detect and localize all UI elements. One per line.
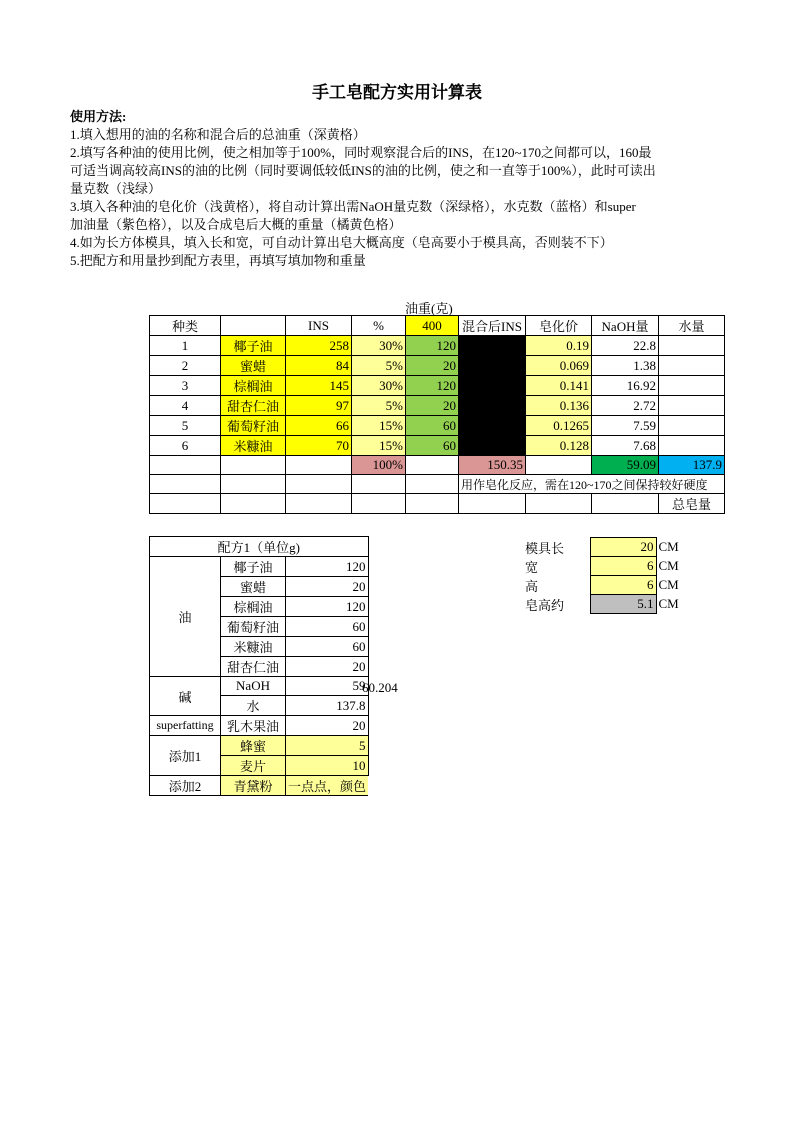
instruction-line: 4.如为长方体模具，填入长和宽，可自动计算出皂大概高度（皂高要小于模具高，否则装不下） (70, 235, 613, 250)
unit-label[interactable]: CM (658, 539, 679, 554)
note-row (150, 475, 725, 494)
empty-cell[interactable] (150, 494, 221, 514)
unit-label[interactable]: CM (658, 577, 679, 592)
empty-cell[interactable] (406, 494, 459, 514)
percent-cell[interactable]: 5% (352, 396, 406, 416)
recipe-oil-name[interactable]: 棕榈油 (221, 597, 286, 617)
recipe-oil-value[interactable]: 120 (286, 557, 369, 577)
empty-cell[interactable] (286, 494, 352, 514)
sap-value-cell[interactable]: 0.141 (526, 376, 592, 396)
recipe-oil-value[interactable]: 60 (286, 617, 369, 637)
row-number[interactable]: 4 (150, 396, 221, 416)
instruction-line: 5.把配方和用量抄到配方表里，再填写填加物和重量 (70, 253, 366, 268)
sap-value-cell[interactable]: 0.19 (526, 336, 592, 356)
table-row (150, 336, 725, 356)
empty-cell[interactable] (352, 475, 406, 494)
instruction-line: 1.填入想用的油的名称和混合后的总油重（深黄格） (70, 127, 366, 142)
empty-cell[interactable] (352, 494, 406, 514)
instruction-line: 加油量（紫色格），以及合成皂后大概的重量（橘黄色格） (70, 217, 402, 232)
additive-name[interactable]: 青黛粉 (221, 776, 286, 796)
recipe-row (150, 677, 369, 696)
total-soap-row (150, 494, 725, 514)
instruction-line: 量克数（浅绿） (70, 181, 162, 196)
header-cell[interactable]: % (352, 316, 406, 336)
oil-name-cell[interactable]: 甜杏仁油 (221, 396, 286, 416)
recipe-oil-value[interactable]: 120 (286, 597, 369, 617)
additive-value[interactable]: 10 (286, 756, 369, 776)
recipe-row (150, 776, 369, 796)
row-number[interactable]: 5 (150, 416, 221, 436)
recipe-oil-name[interactable]: 葡萄籽油 (221, 617, 286, 637)
oil-weight-caption: 油重(克) (405, 301, 453, 316)
oil-name-cell[interactable]: 葡萄籽油 (221, 416, 286, 436)
percent-cell[interactable]: 15% (352, 416, 406, 436)
recipe-oil-name[interactable]: 蜜蜡 (221, 577, 286, 597)
water-label[interactable]: 水 (221, 696, 286, 716)
recipe-oil-value[interactable]: 60 (286, 637, 369, 657)
additive-name[interactable]: 麦片 (221, 756, 286, 776)
row-number[interactable]: 6 (150, 436, 221, 456)
recipe-oil-name[interactable]: 甜杏仁油 (221, 657, 286, 677)
mold-width-label[interactable]: 宽 (525, 559, 539, 575)
naoh-cell[interactable]: 22.8 (592, 336, 659, 356)
oil-name-cell[interactable]: 棕榈油 (221, 376, 286, 396)
empty-cell[interactable] (221, 456, 286, 475)
table-header-row (150, 316, 725, 336)
alkali-group-label[interactable]: 碱 (150, 677, 221, 716)
mold-width-value[interactable]: 6 (590, 557, 656, 576)
header-cell[interactable]: NaOH量 (592, 316, 659, 336)
mold-height-label[interactable]: 高 (525, 578, 539, 594)
additive-name[interactable]: 蜂蜜 (221, 736, 286, 756)
empty-cell[interactable] (406, 456, 459, 475)
weight-cell[interactable]: 20 (406, 356, 459, 376)
table-row (150, 396, 725, 416)
oil-name-cell[interactable]: 蜜蜡 (221, 356, 286, 376)
total-percent-cell[interactable]: 100% (352, 456, 406, 475)
sap-value-cell[interactable]: 0.1265 (526, 416, 592, 436)
total-soap-label[interactable]: 总皂量 (659, 494, 725, 514)
empty-cell[interactable] (286, 456, 352, 475)
ins-cell[interactable]: 66 (286, 416, 352, 436)
table-row (150, 436, 725, 456)
empty-cell[interactable] (286, 475, 352, 494)
empty-cell[interactable] (150, 475, 221, 494)
instructions (70, 108, 724, 270)
header-cell[interactable] (221, 316, 286, 336)
superfat-value[interactable]: 20 (286, 716, 369, 736)
recipe-row (150, 736, 369, 756)
water-cell[interactable] (659, 376, 725, 396)
row-number[interactable]: 2 (150, 356, 221, 376)
percent-cell[interactable]: 5% (352, 356, 406, 376)
mold-height-value[interactable]: 6 (590, 576, 656, 595)
sap-value-cell[interactable]: 0.128 (526, 436, 592, 456)
naoh-extra-value: 60.204 (362, 680, 398, 695)
mold-length-value[interactable]: 20 (590, 538, 656, 557)
weight-cell[interactable]: 120 (406, 376, 459, 396)
recipe-row (150, 557, 369, 577)
header-cell[interactable]: 混合后INS (459, 316, 526, 336)
total-naoh-cell[interactable]: 59.09 (592, 456, 659, 475)
additive-value[interactable]: 5 (286, 736, 369, 756)
naoh-value[interactable]: 59 (286, 677, 369, 696)
recipe-title-row (150, 537, 369, 557)
empty-cell[interactable] (526, 494, 592, 514)
weight-cell[interactable]: 60 (406, 436, 459, 456)
percent-cell[interactable]: 30% (352, 376, 406, 396)
table-row (150, 416, 725, 436)
mixed-ins-cell[interactable] (459, 336, 526, 356)
instruction-line: 可适当调高较高INS的油的比例（同时要调低较低INS的油的比例，使之和一直等于100%），此时可读出 (70, 163, 656, 178)
percent-cell[interactable]: 30% (352, 336, 406, 356)
weight-cell[interactable]: 120 (406, 336, 459, 356)
naoh-label[interactable]: NaOH (221, 677, 286, 696)
water-cell[interactable] (659, 336, 725, 356)
oil-name-cell[interactable]: 椰子油 (221, 336, 286, 356)
unit-label[interactable]: CM (658, 596, 679, 611)
mixed-ins-total-cell[interactable]: 150.35 (459, 456, 526, 475)
ins-cell[interactable]: 70 (286, 436, 352, 456)
empty-cell[interactable] (221, 475, 286, 494)
sap-value-cell[interactable]: 0.069 (526, 356, 592, 376)
water-value[interactable]: 137.8 (286, 696, 369, 716)
header-cell[interactable]: 水量 (659, 316, 725, 336)
ins-cell[interactable]: 145 (286, 376, 352, 396)
mold-length-label[interactable]: 模具长 (525, 540, 565, 556)
naoh-cell[interactable]: 7.59 (592, 416, 659, 436)
table-row (150, 356, 725, 376)
recipe-oil-name[interactable]: 椰子油 (221, 557, 286, 577)
empty-cell[interactable] (221, 494, 286, 514)
sap-value-cell[interactable]: 0.136 (526, 396, 592, 416)
naoh-cell[interactable]: 7.68 (592, 436, 659, 456)
empty-cell[interactable] (406, 475, 459, 494)
instruction-line: 3.填入各种油的皂化价（浅黄格），将自动计算出需NaOH量克数（深绿格），水克数（蓝格）和super (70, 199, 636, 214)
table-row (150, 376, 725, 396)
superfat-name[interactable]: 乳木果油 (221, 716, 286, 736)
recipe-table (149, 536, 369, 796)
oil-group-label[interactable]: 油 (150, 557, 221, 677)
ins-cell[interactable]: 258 (286, 336, 352, 356)
empty-cell[interactable] (592, 494, 659, 514)
empty-cell[interactable] (459, 494, 526, 514)
instruction-line: 2.填写各种油的使用比例，使之相加等于100%，同时观察混合后的INS，在120~170之间都可以，160最 (70, 145, 652, 160)
naoh-cell[interactable]: 16.92 (592, 376, 659, 396)
soap-height-value[interactable]: 5.1 (590, 595, 656, 614)
percent-cell[interactable]: 15% (352, 436, 406, 456)
row-number[interactable]: 3 (150, 376, 221, 396)
recipe-oil-value[interactable]: 20 (286, 577, 369, 597)
oil-name-cell[interactable]: 米糠油 (221, 436, 286, 456)
total-water-cell[interactable]: 137.9 (659, 456, 725, 475)
totals-row (150, 456, 725, 475)
empty-cell[interactable] (526, 456, 592, 475)
recipe-oil-name[interactable]: 米糠油 (221, 637, 286, 657)
ins-cell[interactable]: 97 (286, 396, 352, 416)
mold-row (523, 595, 696, 614)
weight-cell[interactable]: 20 (406, 396, 459, 416)
recipe-title[interactable]: 配方1（单位g) (150, 537, 369, 557)
water-cell[interactable] (659, 436, 725, 456)
page-title: 手工皂配方实用计算表 (312, 83, 482, 102)
weight-cell[interactable]: 60 (406, 416, 459, 436)
ins-cell[interactable]: 84 (286, 356, 352, 376)
additive2-label[interactable]: 添加2 (150, 776, 221, 796)
row-number[interactable]: 1 (150, 336, 221, 356)
header-cell[interactable]: 种类 (150, 316, 221, 336)
recipe-row (150, 716, 369, 736)
header-cell[interactable]: INS (286, 316, 352, 336)
water-cell[interactable] (659, 356, 725, 376)
naoh-cell[interactable]: 1.38 (592, 356, 659, 376)
recipe-oil-value[interactable]: 20 (286, 657, 369, 677)
mold-row (523, 557, 696, 576)
header-cell[interactable]: 皂化价 (526, 316, 592, 336)
water-cell[interactable] (659, 416, 725, 436)
mixed-ins-cell[interactable] (459, 376, 526, 396)
soap-height-label[interactable]: 皂高约 (525, 597, 565, 613)
empty-cell[interactable] (150, 456, 221, 475)
mixed-ins-cell[interactable] (459, 396, 526, 416)
mixed-ins-cell[interactable] (459, 356, 526, 376)
instructions-heading: 使用方法: (70, 109, 127, 124)
superfat-label[interactable]: superfatting (150, 716, 221, 736)
mold-row (523, 538, 696, 557)
mixed-ins-cell[interactable] (459, 416, 526, 436)
unit-label[interactable]: CM (658, 558, 679, 573)
ins-note-cell[interactable]: 用作皂化反应，需在120~170之间保持较好硬度 (459, 475, 725, 494)
additive-note[interactable]: 一点点，颜色 (286, 776, 369, 796)
water-cell[interactable] (659, 396, 725, 416)
oil-calculation-table (149, 315, 725, 514)
mold-table (523, 537, 696, 614)
additive1-label[interactable]: 添加1 (150, 736, 221, 776)
total-oil-weight-cell[interactable]: 400 (406, 316, 459, 336)
mold-row (523, 576, 696, 595)
mixed-ins-cell[interactable] (459, 436, 526, 456)
naoh-cell[interactable]: 2.72 (592, 396, 659, 416)
